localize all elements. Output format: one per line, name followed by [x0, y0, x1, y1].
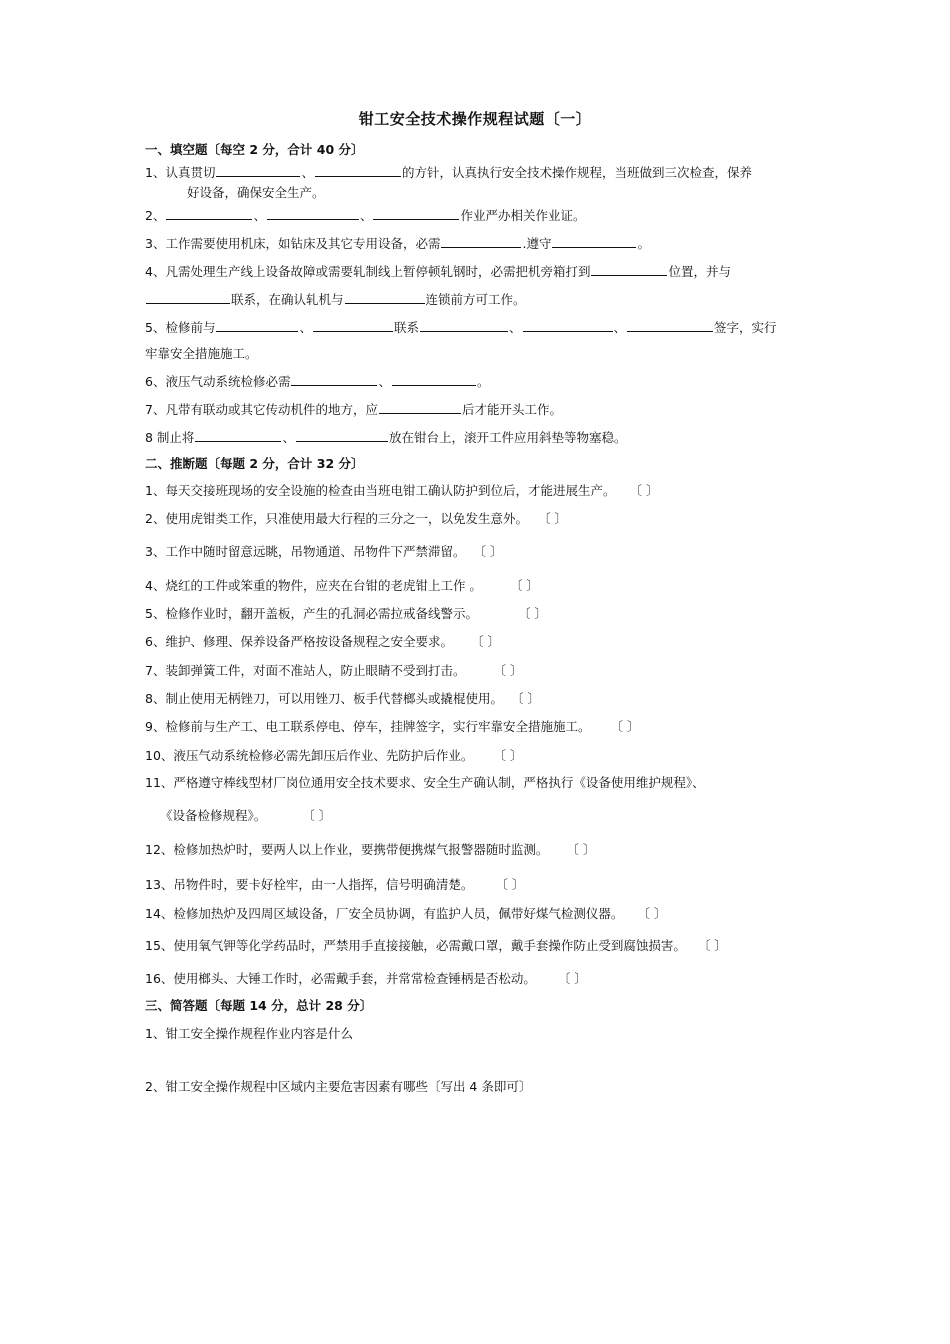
answer-blank[interactable] [291, 372, 377, 386]
fill-q3-text: 3、工作需要使用机床，如钻床及其它专用设备，必需 [145, 236, 441, 251]
fill-question-2 [145, 206, 586, 225]
judge-item [145, 718, 639, 736]
answer-blank[interactable] [216, 163, 300, 177]
fill-question-4-cont [145, 290, 526, 309]
fill-question-7 [145, 400, 562, 419]
fill-q8-text-2: 放在钳台上，滚开工件应用斜垫等物塞稳。 [388, 430, 627, 445]
answer-blank[interactable] [296, 428, 388, 442]
judge-item [145, 970, 587, 988]
answer-parentheses[interactable]: 〔 〕 [629, 483, 659, 498]
fill-q4-text-2: 位置，并与 [668, 264, 731, 279]
judge-item-text: 15、使用氧气钾等化学药品时，严禁用手直接接触，必需戴口罩，戴手套操作防止受到腐蚀损害。 [145, 938, 686, 953]
fill-q2-sep: 、 [253, 208, 266, 223]
answer-parentheses[interactable]: 〔 〕 [566, 842, 596, 857]
judge-item [145, 577, 539, 595]
fill-question-1 [145, 163, 752, 182]
fill-q7-text: 7、凡带有联动或其它传动机件的地方，应 [145, 402, 378, 417]
answer-blank[interactable] [216, 318, 298, 332]
judge-item-text: 2、使用虎钳类工作，只准使用最大行程的三分之一，以免发生意外。 [145, 511, 528, 526]
answer-parentheses[interactable]: 〔 〕 [510, 691, 540, 706]
answer-parentheses[interactable]: 〔 〕 [470, 634, 500, 649]
answer-blank[interactable] [267, 206, 359, 220]
fill-q5-text: 5、检修前与 [145, 320, 216, 335]
judge-item: 11、严格遵守棒线型材厂岗位通用安全技术要求、安全生产确认制，严格执行《设备使用维护规程》、 [145, 775, 705, 790]
judge-item-text: 10、液压气动系统检修必需先卸压后作业、先防护后作业。 [145, 748, 474, 763]
answer-parentheses[interactable]: 〔 〕 [637, 906, 667, 921]
judge-item-text: 16、使用榔头、大锤工作时，必需戴手套，并常常检查锤柄是否松动。 [145, 971, 536, 986]
fill-q4-text: 4、凡需处理生产线上设备故障或需要轧制线上暂停顿轧钢时，必需把机旁箱打到 [145, 264, 591, 279]
fill-q8-text: 8 制止将 [145, 430, 195, 445]
fill-question-1-cont: 好设备，确保安全生产。 [187, 185, 325, 200]
answer-blank[interactable] [441, 234, 521, 248]
fill-q3-end: 。 [637, 236, 650, 251]
judge-item-text: 7、装卸弹簧工件，对面不准站人，防止眼睛不受到打击。 [145, 663, 466, 678]
judge-item-text: 14、检修加热炉及四周区域设备，厂安全员协调，有监护人员，佩带好煤气检测仪器。 [145, 906, 624, 921]
fill-q1-sep: 、 [301, 165, 314, 180]
section-short-heading: 三、简答题〔每题 14 分，总计 28 分〕 [145, 998, 373, 1013]
answer-parentheses[interactable]: 〔 〕 [697, 938, 727, 953]
judge-item-text: 13、吊物件时，要卡好栓牢，由一人指挥，信号明确清楚。 [145, 877, 474, 892]
judge-item-text: 9、检修前与生产工、电工联系停电、停车，挂牌签字，实行牢靠安全措施施工。 [145, 719, 591, 734]
fill-q6-end: 。 [476, 374, 490, 389]
fill-q5-text-2: 联系 [393, 320, 419, 335]
fill-q1-text: 1、认真贯切 [145, 165, 216, 180]
fill-q6-sep: 、 [378, 374, 391, 389]
answer-parentheses[interactable]: 〔 〕 [302, 808, 332, 823]
judge-item-text: 8、制止使用无柄锉刀，可以用锉刀、板手代替榔头或撬棍使用。 [145, 691, 503, 706]
judge-item [145, 543, 502, 561]
section-fill-heading: 一、填空题〔每空 2 分，合计 40 分〕 [145, 142, 364, 157]
answer-blank[interactable] [379, 400, 461, 414]
answer-blank[interactable] [627, 318, 713, 332]
answer-parentheses[interactable]: 〔 〕 [493, 748, 523, 763]
answer-parentheses[interactable]: 〔 〕 [495, 877, 525, 892]
judge-item [145, 633, 500, 651]
fill-question-4 [145, 262, 731, 281]
judge-item [145, 876, 524, 894]
answer-blank[interactable] [313, 318, 393, 332]
fill-question-5 [145, 318, 777, 337]
fill-q3-text-2: .遵守 [522, 236, 552, 251]
fill-q2-sep-2: 、 [359, 208, 373, 223]
fill-question-6 [145, 372, 490, 391]
short-question-1: 1、钳工安全操作规程作业内容是什么 [145, 1026, 353, 1041]
answer-blank[interactable] [420, 318, 508, 332]
judge-item-text: 5、检修作业时，翻开盖板，产生的孔洞必需拉戒备线警示。 [145, 606, 478, 621]
answer-blank[interactable] [591, 262, 667, 276]
answer-blank[interactable] [373, 206, 459, 220]
fill-q4-text-4: 连锁前方可工作。 [425, 292, 526, 307]
fill-q1-text-2: 的方针，认真执行安全技术操作规程，当班做到三次检查，保养 [401, 165, 752, 180]
judge-item [145, 747, 522, 765]
judge-item [145, 841, 595, 859]
short-question-2: 2、钳工安全操作规程中区域内主要危害因素有哪些〔写出 4 条即可〕 [145, 1079, 532, 1094]
fill-q7-text-2: 后才能开头工作。 [461, 402, 562, 417]
answer-blank[interactable] [345, 290, 425, 304]
answer-blank[interactable] [523, 318, 613, 332]
judge-item-text: 3、工作中随时留意远眺，吊物通道、吊物件下严禁滞留。 [145, 544, 466, 559]
fill-q2-text: 2、 [145, 208, 166, 223]
judge-item [145, 690, 540, 708]
answer-parentheses[interactable]: 〔 〕 [517, 606, 547, 621]
fill-q2-text-2: 作业严办相关作业证。 [460, 208, 586, 223]
answer-parentheses[interactable]: 〔 〕 [493, 663, 523, 678]
fill-q8-sep: 、 [282, 430, 295, 445]
answer-parentheses[interactable]: 〔 〕 [509, 578, 539, 593]
answer-blank[interactable] [552, 234, 636, 248]
fill-q5-text-3: 签字，实行 [714, 320, 777, 335]
fill-q6-text: 6、液压气动系统检修必需 [145, 374, 291, 389]
answer-parentheses[interactable]: 〔 〕 [557, 971, 587, 986]
fill-question-8 [145, 428, 626, 447]
judge-item [145, 905, 666, 923]
judge-item-text: 12、检修加热炉时，要两人以上作业，要携带便携煤气报警器随时监测。 [145, 842, 549, 857]
answer-blank[interactable] [392, 372, 476, 386]
judge-item-text: 6、维护、修理、保养设备严格按设备规程之安全要求。 [145, 634, 453, 649]
judge-item-text: 4、烧红的工件或笨重的物件，应夹在台钳的老虎钳上工作 。 [145, 578, 482, 593]
answer-parentheses[interactable]: 〔 〕 [473, 544, 503, 559]
answer-blank[interactable] [146, 290, 230, 304]
answer-blank[interactable] [315, 163, 401, 177]
judge-item [145, 510, 567, 528]
fill-question-3 [145, 234, 650, 253]
fill-q5-sep-3: 、 [613, 320, 627, 335]
judge-item [145, 605, 547, 623]
fill-q5-sep-2: 、 [508, 320, 522, 335]
judge-item [145, 937, 727, 955]
judge-item-text: 《设备检修规程》。 [160, 808, 267, 823]
fill-q4-text-3: 联系，在确认轧机与 [231, 292, 344, 307]
judge-item [145, 662, 522, 680]
answer-parentheses[interactable]: 〔 〕 [610, 719, 640, 734]
answer-blank[interactable] [195, 428, 281, 442]
judge-item [145, 482, 658, 500]
answer-blank[interactable] [166, 206, 252, 220]
fill-question-5-cont: 牢靠安全措施施工。 [145, 346, 258, 361]
section-judge-heading: 二、推断题〔每题 2 分，合计 32 分〕 [145, 456, 364, 471]
answer-parentheses[interactable]: 〔 〕 [537, 511, 567, 526]
judge-item-cont [160, 807, 331, 825]
page-title: 钳工安全技术操作规程试题〔一〕 [358, 110, 592, 128]
fill-q5-sep: 、 [299, 320, 312, 335]
judge-item-text: 1、每天交接班现场的安全设施的检查由当班电钳工确认防护到位后，才能进展生产。 [145, 483, 616, 498]
